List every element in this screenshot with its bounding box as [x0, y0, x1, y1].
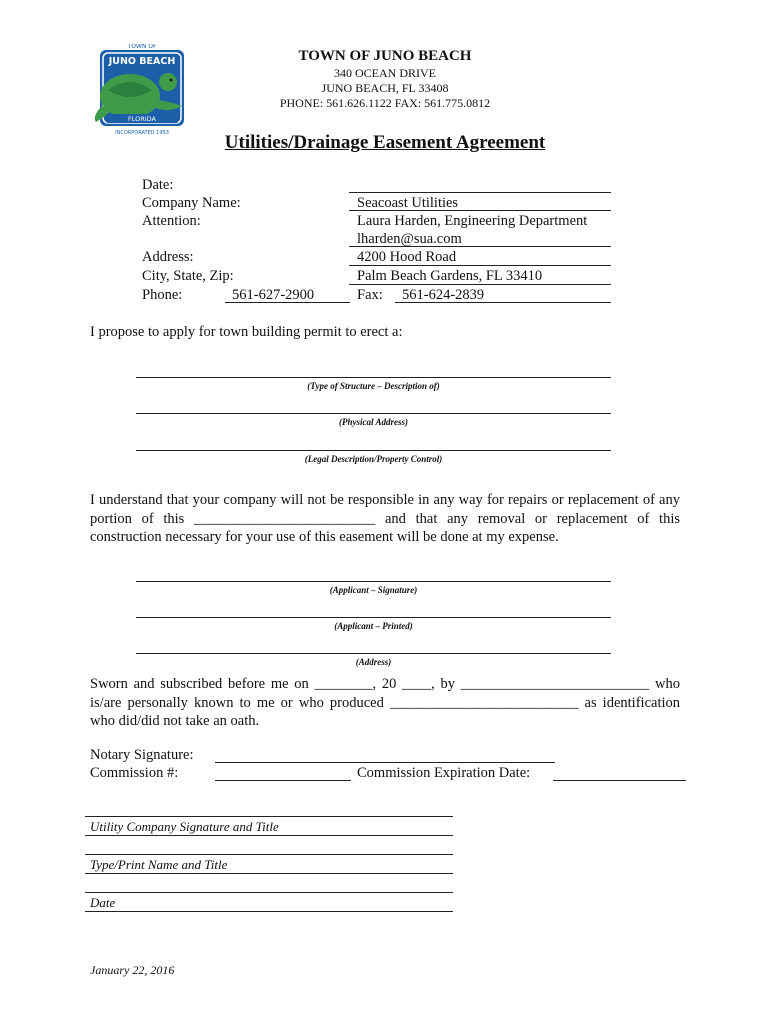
header-city: JUNO BEACH, FL 33408	[321, 81, 449, 95]
applicant-address-caption: (Address)	[355, 657, 392, 667]
address-value: 4200 Hood Road	[357, 249, 457, 265]
understand-paragraph: I understand that your company will not be responsible in any way for repairs or replacement of any portion of this _________________________ and that any removal or replacement of this construction necessary for your use of this easement will be done at my expense.	[90, 492, 680, 545]
notary-signature-line[interactable]	[215, 762, 555, 763]
notary-signature-label: Notary Signature:	[90, 747, 194, 763]
commission-expiration-label: Commission Expiration Date:	[357, 765, 531, 781]
phone-line	[225, 302, 350, 303]
city-state-zip-value: Palm Beach Gardens, FL 33410	[357, 268, 543, 284]
date-field-line[interactable]	[349, 192, 611, 193]
svg-text:INCORPORATED 1953: INCORPORATED 1953	[115, 130, 169, 136]
svg-text:FLORIDA: FLORIDA	[127, 115, 157, 123]
propose-text: I propose to apply for town building permit to erect a:	[90, 324, 403, 340]
physical-address-caption: (Physical Address)	[339, 417, 408, 427]
attention-value: Laura Harden, Engineering Department	[357, 213, 588, 229]
utility-date-label: Date	[90, 895, 116, 910]
fax-value: 561-624-2839	[402, 287, 485, 303]
date-label: Date:	[142, 177, 174, 193]
print-name-label: Type/Print Name and Title	[90, 857, 228, 872]
header-phone-fax: PHONE: 561.626.1122 FAX: 561.775.0812	[279, 96, 491, 110]
applicant-signature-line[interactable]	[136, 581, 611, 582]
commission-number-label: Commission #:	[90, 765, 179, 781]
phone-label: Phone:	[142, 287, 183, 303]
print-name-line[interactable]	[85, 873, 453, 874]
fax-line	[395, 302, 611, 303]
structure-caption: (Type of Structure – Description of)	[307, 381, 440, 391]
city-state-zip-line	[349, 284, 611, 285]
legal-description-line[interactable]	[136, 450, 611, 451]
address-label: Address:	[142, 249, 194, 265]
svg-text:TOWN OF: TOWN OF	[127, 44, 157, 50]
utility-signature-label: Utility Company Signature and Title	[90, 819, 279, 834]
physical-address-line[interactable]	[136, 413, 611, 414]
utility-date-line[interactable]	[85, 911, 453, 912]
sworn-paragraph: Sworn and subscribed before me on ________, 20 ____, by __________________________ who is/are personally known to me or who produced __________________________ as identification who did/did not take an oath.	[90, 676, 680, 729]
company-name-value: Seacoast Utilities	[357, 195, 459, 211]
commission-number-line[interactable]	[215, 780, 351, 781]
attention-label: Attention:	[142, 213, 201, 229]
header-address: 340 OCEAN DRIVE	[334, 66, 436, 80]
company-name-line	[349, 210, 611, 211]
utility-signature-top-line	[85, 816, 453, 817]
phone-value: 561-627-2900	[232, 287, 315, 303]
applicant-address-line[interactable]	[136, 653, 611, 654]
commission-expiration-line[interactable]	[553, 780, 686, 781]
city-state-zip-label: City, State, Zip:	[142, 268, 234, 284]
utility-date-top-line	[85, 892, 453, 893]
document-title: Utilities/Drainage Easement Agreement	[224, 132, 546, 153]
fax-label: Fax:	[357, 287, 383, 303]
email-line	[349, 246, 611, 247]
address-line	[349, 265, 611, 266]
applicant-printed-line[interactable]	[136, 617, 611, 618]
print-name-top-line	[85, 854, 453, 855]
footer-date: January 22, 2016	[90, 963, 175, 977]
email-value: lharden@sua.com	[357, 231, 462, 247]
utility-signature-line[interactable]	[85, 835, 453, 836]
applicant-printed-caption: (Applicant – Printed)	[334, 621, 413, 631]
applicant-signature-caption: (Applicant – Signature)	[329, 585, 418, 595]
legal-description-caption: (Legal Description/Property Control)	[304, 454, 443, 464]
header-title: TOWN OF JUNO BEACH	[298, 48, 472, 64]
company-name-label: Company Name:	[142, 195, 241, 211]
svg-text:JUNO BEACH: JUNO BEACH	[108, 56, 176, 67]
structure-line[interactable]	[136, 377, 611, 378]
